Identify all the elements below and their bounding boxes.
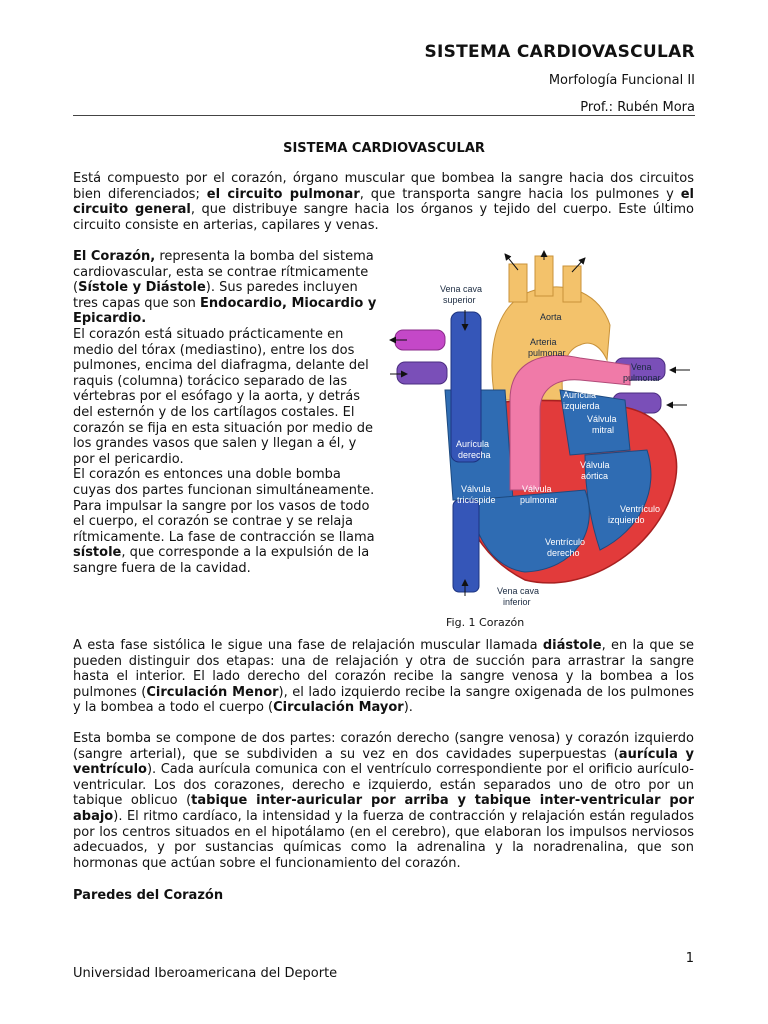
label-valvula-pulmonar-1: Válvula <box>522 484 552 494</box>
label-vena-cava-superior-1: Vena cava <box>440 284 483 294</box>
label-arteria-pulmonar-1: Arteria <box>530 337 557 347</box>
label-ventriculo-derecho-2: derecho <box>547 548 580 558</box>
label-vena-cava-inferior-1: Vena cava <box>497 586 540 596</box>
label-ventriculo-izquierdo-1: Ventrículo <box>620 504 661 514</box>
diastole-paragraph: A esta fase sistólica le sigue una fase de relajación muscular llamada diástole, en la que se pueden distinguir dos etapas: una de relajación y otra de succión para arrastrar la sangre hasta el interior. El lado derecho del corazón recibe la sangre venosa y la bombea a los pulmones (Circulación Menor), el lado izquierdo recibe la sangre oxigenada de los pulmones y la bombea a todo el cuerpo (Circulación Mayor). <box>73 638 694 716</box>
label-valvula-aortica-1: Válvula <box>580 460 610 470</box>
label-aorta: Aorta <box>540 312 562 322</box>
label-auricula-derecha-1: Aurícula <box>456 439 490 449</box>
pulmonary-vein-left-2 <box>397 362 447 384</box>
label-vena-pulmonar-2: pulmonar <box>623 373 661 383</box>
heart-paragraph-3: El corazón es entonces una doble bomba cuyas dos partes funcionan simultáneamente. Para impulsar la sangre por los vasos de todo el cuerpo, el corazón se contrae y se relaja rítmicamente. La fase de contracción se llama sístole, que corresponde a la expulsión de la sangre fuera de la cavidad. <box>73 467 375 576</box>
figure-caption: Fig. 1 Corazón <box>446 616 525 629</box>
label-valvula-pulmonar-2: pulmonar <box>520 495 558 505</box>
label-auricula-izquierda-1: Aurícula <box>563 390 597 400</box>
heart-paragraph-1: El Corazón, representa la bomba del sistema cardiovascular, esta se contrae rítmicamente (Sístole y Diástole). Sus paredes incluyen tres capas que son Endocardio, Miocardio y Epicardio. <box>73 249 377 327</box>
section-heading: Paredes del Corazón <box>73 888 224 903</box>
label-valvula-mitral-2: mitral <box>592 425 614 435</box>
label-valvula-tricuspide-2: tricúspide <box>457 495 496 505</box>
label-vena-pulmonar-1: Vena <box>631 362 652 372</box>
label-vena-cava-inferior-2: inferior <box>503 597 531 607</box>
heart-description <box>73 249 378 576</box>
header-title: SISTEMA CARDIOVASCULAR <box>424 42 695 62</box>
label-vena-cava-superior-2: superior <box>443 295 476 305</box>
label-auricula-derecha-2: derecha <box>458 450 491 460</box>
page-footer: Universidad Iberoamericana del Deporte <box>73 966 338 981</box>
label-valvula-aortica-2: aórtica <box>581 471 609 481</box>
aorta-branch-2 <box>535 256 553 296</box>
pump-paragraph: Esta bomba se compone de dos partes: corazón derecho (sangre venosa) y corazón izquierdo (sangre arterial), que se subdividen a su vez en dos cavidades superpuestas (aurícula y ventrículo). Cada aurícula comunica con el ventrículo correspondiente por el orificio aurículo-ventricular. Los dos corazones, derecho e izquierdo, están separados uno de otro por un tabique oblicuo (tabique inter-auricular por arriba y tabique inter-ventricular por abajo). El ritmo cardíaco, la intensidad y la fuerza de contracción y relajación están regulados por los centros situados en el hipotálamo (en el cerebro), que elaboran los impulsos nerviosos adecuados, y por sustancias químicas como la adrenalina y la noradrenalina, que son hormonas que actúan sobre el funcionamiento del corazón. <box>73 731 694 871</box>
heart-paragraph-2: El corazón está situado prácticamente en medio del tórax (mediastino), entre los dos pulmones, encima del diafragma, delante del raquis (columna) torácico separado de las vértebras por el esófago y la aorta, y detrás del esternón y de los cartílagos costales. El corazón se fija en esta situación por medio de los grandes vasos que salen y llegan a él, y por el pericardio. <box>73 326 374 467</box>
label-valvula-mitral-1: Válvula <box>587 414 617 424</box>
heart-diagram <box>385 250 695 607</box>
header-course: Morfología Funcional II <box>548 73 695 88</box>
page-header <box>73 40 695 116</box>
heart-illustration <box>385 250 695 607</box>
label-ventriculo-derecho-1: Ventrículo <box>545 537 586 547</box>
label-valvula-tricuspide-1: Válvula <box>461 484 491 494</box>
page-number: 1 <box>685 951 694 966</box>
document-title: SISTEMA CARDIOVASCULAR <box>283 141 485 156</box>
label-arteria-pulmonar-2: pulmonar <box>528 348 566 358</box>
label-auricula-izquierda-2: izquierda <box>563 401 600 411</box>
header-divider <box>73 115 695 116</box>
label-ventriculo-izquierdo-2: izquierdo <box>608 515 645 525</box>
inferior-vena-cava <box>453 500 479 592</box>
intro-paragraph: Está compuesto por el corazón, órgano muscular que bombea la sangre hacia dos circuitos bien diferenciados; el circuito pulmonar, que transporta sangre hacia los pulmones y el circuito general, que distribuye sangre hacia los órganos y tejido del cuerpo. Este último circuito consiste en arterias, capilares y venas. <box>73 171 694 233</box>
header-professor: Prof.: Rubén Mora <box>580 100 695 115</box>
